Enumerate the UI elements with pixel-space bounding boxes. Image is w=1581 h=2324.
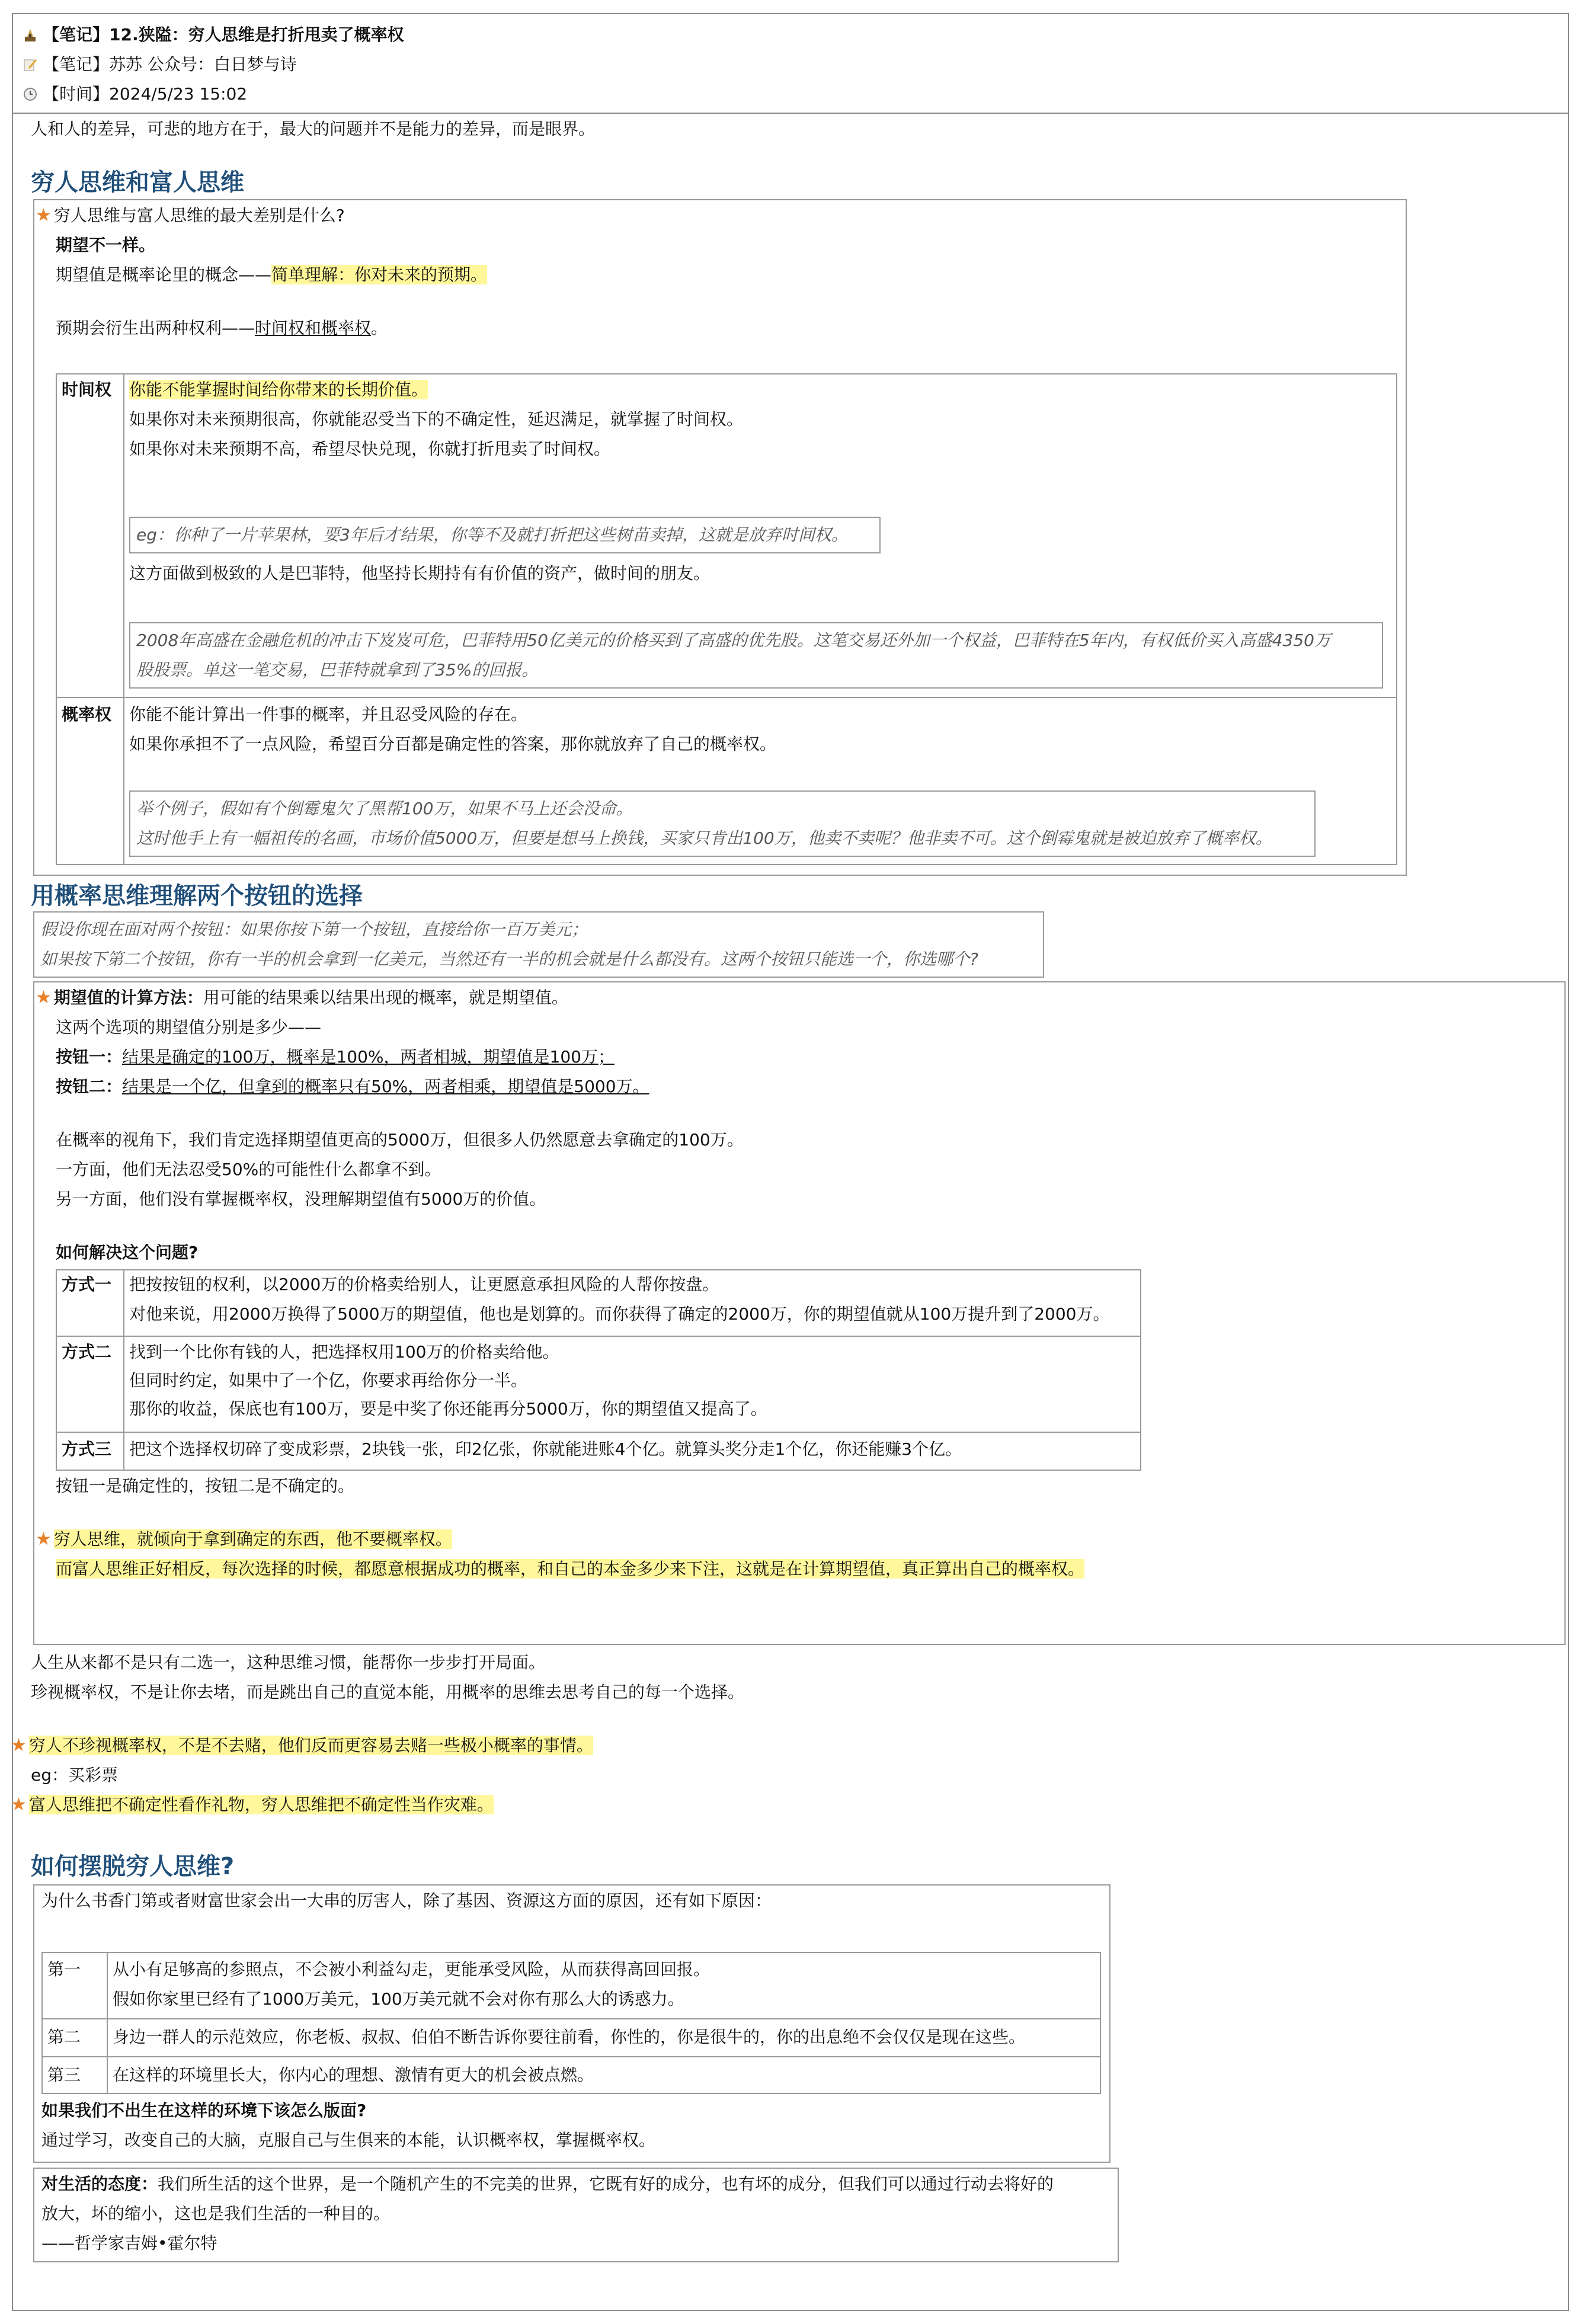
prob-right-l2: 如果你承担不了一点风险，希望百分百都是确定性的答案，那你就放弃了自己的概率权。 [129, 734, 777, 754]
title-tag: 【笔记】 [43, 25, 110, 44]
prob-example-l1: 举个例子，假如有个倒霉鬼欠了黑帮100万，如果不马上还会没命。 [136, 799, 633, 818]
after-l3-highlight: 穷人不珍视概率权，不是不去赌，他们反而更容易去赌一些极小概率的事情。 [28, 1736, 593, 1755]
attitude-bold: 对生活的态度： [41, 2174, 158, 2194]
answer-text: 期望不一样。 [56, 235, 156, 255]
method3-key: 方式三 [62, 1439, 112, 1459]
section3-intro: 为什么书香门第或者财富世家会出一大串的厉害人，除了基因、资源这方面的原因，还有如下原因： [41, 1891, 772, 1910]
attitude-l3: ——哲学家吉姆•霍尔特 [41, 2233, 217, 2253]
reason3-l1: 在这样的环境里长大，你内心的理想、激情有更大的机会被点燃。 [113, 2065, 594, 2085]
section2-heading: 用概率思维理解两个按钮的选择 [31, 882, 363, 910]
buffett-example-box [129, 622, 1383, 689]
after-l5-line [11, 1793, 494, 1817]
method2-l3: 那你的收益，保底也有100万，要是中奖了你还能再分5000万，你的期望值又提高了。 [129, 1399, 767, 1419]
rich-highlight: 而富人思维正好相反，每次选择的时候，都愿意根据成功的概率，和自己的本金多少来下注，这就是在计算期望值，真正算出自己的概率权。 [56, 1559, 1085, 1579]
time-right-l1: 如果你对未来预期很高，你就能忍受当下的不确定性，延迟满足，就掌握了时间权。 [129, 409, 744, 429]
section1-box [33, 199, 1407, 876]
star-icon: ★ [36, 987, 52, 1008]
after-l4: eg：买彩票 [31, 1765, 119, 1785]
section3-heading: 如何摆脱穷人思维? [31, 1853, 235, 1880]
method1-l2: 对他来说，用2000万换得了5000万的期望值，他也是划算的。而你获得了确定的2000万，你的期望值就从100万提升到了2000万。 [129, 1304, 1110, 1324]
clock-icon [23, 87, 38, 102]
intro-text: 人和人的差异，可悲的地方在于，最大的问题并不是能力的差异，而是眼界。 [31, 119, 596, 139]
attitude-l2: 放大，坏的缩小，这也是我们生活的一种目的。 [41, 2204, 391, 2223]
pen-ink-icon [23, 27, 38, 43]
note-title: 12.狭隘：穷人思维是打折甩卖了概率权 [109, 25, 404, 44]
section2-box [33, 981, 1566, 1645]
note-header [13, 14, 1568, 114]
paragraph1: 在概率的视角下，我们肯定选择期望值更高的5000万，但很多人仍然愿意去拿确定的100万。 [56, 1130, 744, 1150]
reasons-column-divider [107, 1953, 108, 2093]
methods-row-divider-2 [57, 1432, 1140, 1433]
author-row [23, 50, 1558, 79]
button2-key: 按钮二： [56, 1077, 123, 1096]
calc-bold: 期望值的计算方法： [53, 988, 203, 1007]
buffett-example-l2: 股股票。单这一笔交易，巴菲特就拿到了35%的回报。 [136, 660, 539, 680]
reason1-l1: 从小有足够高的参照点，不会被小利益勾走，更能承受风险，从而获得高回回报。 [113, 1960, 711, 1979]
solve-heading: 如何解决这个问题? [56, 1243, 199, 1262]
after-l2: 珍视概率权，不是让你去堵，而是跳出自己的直觉本能，用概率的思维去思考自己的每一个选择。 [31, 1682, 745, 1702]
reasons-row-divider-2 [43, 2056, 1100, 2057]
scenario-l2: 如果按下第二个按钮，你有一半的机会拿到一亿美元，当然还有一半的机会就是什么都没有。这两个按钮只能选一个，你选哪个? [40, 949, 978, 969]
rich-line [56, 1557, 1084, 1581]
expect-highlight: 简单理解：你对未来的预期。 [271, 265, 488, 284]
time-right-l3: 这方面做到极致的人是巴菲特，他坚持长期持有有价值的资产，做时间的朋友。 [129, 564, 711, 583]
method2-key: 方式二 [62, 1342, 112, 1362]
methods-column-divider [123, 1270, 124, 1470]
method1-l1: 把按按钮的权利，以2000万的价格卖给别人，让更愿意承担风险的人帮你按盘。 [129, 1275, 719, 1294]
paragraph2: 一方面，他们无法忍受50%的可能性什么都拿不到。 [56, 1160, 441, 1179]
time-right-l2: 如果你对未来预期不高，希望尽快兑现，你就打折甩卖了时间权。 [129, 439, 611, 459]
calc-l2: 这两个选项的期望值分别是多少—— [56, 1017, 322, 1037]
expect-prefix: 期望值是概率论里的概念—— [56, 265, 272, 284]
buffett-example-l1: 2008年高盛在金融危机的冲击下岌岌可危，巴菲特用50亿美元的价格买到了高盛的优先股。这笔交易还外加一个权益，巴菲特在5年内，有权低价买入高盛4350万 [136, 630, 1331, 650]
rights-suffix: 。 [371, 318, 388, 338]
button1-line [56, 1045, 615, 1069]
prob-example-box [129, 790, 1316, 857]
star-icon: ★ [36, 1529, 52, 1550]
prob-right-key: 概率权 [62, 705, 112, 724]
rights-underlined: 时间权和概率权 [255, 318, 372, 338]
section3-question: 如果我们不出生在这样的环境下该怎么版面? [41, 2101, 367, 2120]
scenario-box [33, 911, 1044, 978]
paragraph3: 另一方面，他们没有掌握概率权，没理解期望值有5000万的价值。 [56, 1189, 546, 1209]
method2-l1: 找到一个比你有钱的人，把选择权用100万的价格卖给他。 [129, 1342, 559, 1362]
after-l3-line [11, 1734, 593, 1758]
table-row-divider [57, 697, 1396, 698]
section3-box [33, 1884, 1110, 2163]
pencil-note-icon [23, 57, 38, 72]
attitude-l1 [41, 2172, 1054, 2196]
rights-prefix: 预期会衍生出两种权利—— [56, 318, 255, 338]
method1-key: 方式一 [62, 1275, 112, 1294]
time-example-box [129, 517, 881, 553]
section1-heading: 穷人思维和富人思维 [31, 169, 244, 196]
note-author: 苏苏 公众号：白日梦与诗 [109, 55, 297, 74]
time-right-highlight: 你能不能掌握时间给你带来的长期价值。 [129, 380, 428, 399]
reason1-key: 第一 [47, 1960, 81, 1979]
table-column-divider [123, 374, 124, 864]
after-l1: 人生从来都不是只有二选一，这种思维习惯，能帮你一步步打开局面。 [31, 1653, 546, 1672]
methods-row-divider-1 [57, 1336, 1140, 1337]
after-l5-highlight: 富人思维把不确定性看作礼物，穷人思维把不确定性当作灾难。 [28, 1795, 494, 1814]
title-row [23, 20, 1558, 50]
note-time: 2024/5/23 15:02 [109, 84, 248, 104]
reason1-l2: 假如你家里已经有了1000万美元，100万美元就不会对你有那么大的诱惑力。 [113, 1989, 684, 2009]
attitude-box [33, 2168, 1119, 2262]
question-text: 穷人思维与富人思维的最大差别是什么? [53, 206, 345, 225]
reason3-key: 第三 [47, 2065, 81, 2085]
button2-text: 结果是一个亿，但拿到的概率只有50%，两者相乘，期望值是5000万。 [122, 1077, 649, 1096]
prob-example-l2: 这时他手上有一幅祖传的名画，市场价值5000万，但要是想马上换钱，买家只肯出100万，他卖不卖呢？他非卖不可。这个倒霉鬼就是被迫放弃了概率权。 [136, 828, 1272, 848]
reason2-l1: 身边一群人的示范效应，你老板、叔叔、伯伯不断告诉你要往前看，你性的，你是很牛的，你的出息绝不会仅仅是现在这些。 [113, 2027, 1026, 2047]
time-example-text: eg：你种了一片苹果林，要3年后才结果，你等不及就打折把这些树苗卖掉，这就是放弃时间权。 [136, 525, 848, 545]
star-icon: ★ [36, 205, 52, 226]
rights-line [56, 316, 388, 340]
prob-right-l1: 你能不能计算出一件事的概率，并且忍受风险的存在。 [129, 705, 528, 724]
button1-text: 结果是确定的100万，概率是100%，两者相城，期望值是100万； [122, 1047, 615, 1067]
star-icon: ★ [11, 1794, 27, 1815]
methods-table [56, 1269, 1141, 1471]
expect-line [56, 263, 487, 287]
poor-line [36, 1528, 452, 1551]
method2-l2: 但同时约定，如果中了一个亿，你要求再给你分一半。 [129, 1371, 528, 1390]
section3-answer: 通过学习，改变自己的大脑，克服自己与生俱来的本能，认识概率权，掌握概率权。 [41, 2130, 656, 2150]
time-right-key: 时间权 [62, 380, 112, 399]
scenario-l1: 假设你现在面对两个按钮：如果你按下第一个按钮，直接给你一百万美元； [40, 920, 588, 939]
button1-key: 按钮一： [56, 1047, 123, 1067]
button2-line [56, 1075, 649, 1099]
rights-table [56, 373, 1397, 865]
time-tag: 【时间】 [43, 84, 110, 104]
author-tag: 【笔记】 [43, 55, 110, 74]
note-page [12, 13, 1569, 2311]
method3-l1: 把这个选择权切碎了变成彩票，2块钱一张，印2亿张，你就能进账4个亿。就算头奖分走1个亿，你还能赚3个亿。 [129, 1439, 962, 1459]
time-right-def [129, 378, 428, 402]
attitude-text-1: 我们所生活的这个世界，是一个随机产生的不完美的世界，它既有好的成分，也有坏的成分，但我们可以通过行动去将好的 [158, 2174, 1054, 2194]
reason2-key: 第二 [47, 2027, 81, 2047]
question-line [36, 204, 345, 228]
poor-highlight: 穷人思维，就倾向于拿到确定的东西，他不要概率权。 [53, 1529, 452, 1549]
reasons-table [41, 1952, 1101, 2094]
star-icon: ★ [11, 1735, 27, 1756]
calc-text: 用可能的结果乘以结果出现的概率，就是期望值。 [203, 988, 568, 1007]
time-row [23, 79, 1558, 109]
calc-line [36, 986, 568, 1010]
reasons-row-divider-1 [43, 2018, 1100, 2019]
paragraph4: 按钮一是确定性的，按钮二是不确定的。 [56, 1476, 355, 1496]
